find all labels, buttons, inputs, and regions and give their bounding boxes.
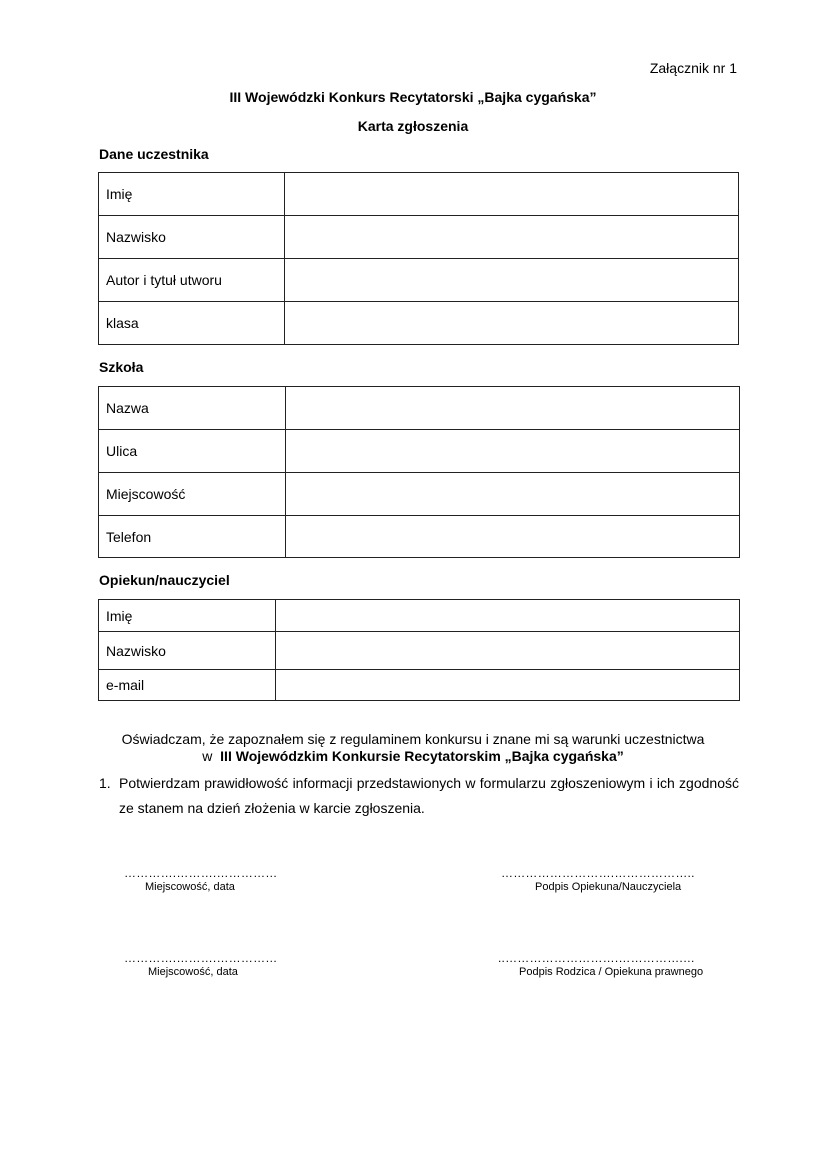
school-city-field[interactable]	[286, 473, 740, 516]
declaration	[0, 731, 826, 765]
confirmation-item	[99, 771, 739, 821]
place-date-line[interactable]: ………….……….……………	[124, 951, 278, 965]
field-label: klasa	[99, 302, 285, 345]
field-label: Autor i tytuł utworu	[99, 259, 285, 302]
declaration-line1: Oświadczam, że zapoznałem się z regulaminem konkursu i znane mi są warunki uczestnictwa	[121, 731, 705, 747]
participant-table	[98, 172, 739, 345]
table-row	[99, 600, 740, 632]
participant-first-name-field[interactable]	[285, 173, 739, 216]
annex-label: Załącznik nr 1	[649, 60, 737, 76]
school-heading: Szkoła	[99, 359, 144, 375]
place-date-caption: Miejscowość, data	[148, 966, 238, 978]
table-row	[99, 259, 739, 302]
school-phone-field[interactable]	[286, 516, 740, 558]
teacher-signature-line[interactable]: ……………………….………………..	[501, 866, 695, 880]
field-label: Telefon	[99, 516, 286, 558]
table-row	[99, 173, 739, 216]
table-row	[99, 632, 740, 670]
participant-heading: Dane uczestnika	[99, 146, 209, 162]
participant-last-name-field[interactable]	[285, 216, 739, 259]
field-label: Imię	[99, 173, 285, 216]
table-row	[99, 473, 740, 516]
field-label: Imię	[99, 600, 276, 632]
teacher-last-name-field[interactable]	[276, 632, 740, 670]
declaration-contest-name: III Wojewódzkim Konkursie Recytatorskim „Bajka cygańska”	[220, 748, 624, 764]
item-number: 1.	[99, 775, 111, 791]
table-row	[99, 430, 740, 473]
participant-class-field[interactable]	[285, 302, 739, 345]
field-label: e-mail	[99, 670, 276, 701]
school-name-field[interactable]	[286, 387, 740, 430]
teacher-table	[98, 599, 740, 701]
field-label: Nazwisko	[99, 632, 276, 670]
teacher-email-field[interactable]	[276, 670, 740, 701]
field-label: Ulica	[99, 430, 286, 473]
document-subtitle: Karta zgłoszenia	[357, 118, 469, 134]
teacher-first-name-field[interactable]	[276, 600, 740, 632]
document-title: III Wojewódzki Konkurs Recytatorski „Bajka cygańska”	[229, 89, 597, 105]
field-label: Nazwisko	[99, 216, 285, 259]
parent-signature-caption: Podpis Rodzica / Opiekuna prawnego	[519, 966, 704, 978]
declaration-prefix: w	[202, 748, 213, 764]
item-text: Potwierdzam prawidłowość informacji przedstawionych w formularzu zgłoszeniowym i ich zgodność ze stanem na dzień złożenia w karcie zgłoszenia.	[119, 775, 739, 816]
school-table	[98, 386, 740, 558]
field-label: Nazwa	[99, 387, 286, 430]
field-label: Miejscowość	[99, 473, 286, 516]
teacher-heading: Opiekun/nauczyciel	[99, 572, 230, 588]
school-street-field[interactable]	[286, 430, 740, 473]
place-date-line[interactable]: ………….……….……………	[124, 866, 278, 880]
declaration-line2	[0, 748, 826, 765]
table-row	[99, 516, 740, 558]
table-row	[99, 216, 739, 259]
table-row	[99, 387, 740, 430]
teacher-signature-caption: Podpis Opiekuna/Nauczyciela	[535, 881, 682, 893]
place-date-caption: Miejscowość, data	[145, 881, 235, 893]
table-row	[99, 670, 740, 701]
table-row	[99, 302, 739, 345]
participant-work-field[interactable]	[285, 259, 739, 302]
parent-signature-line[interactable]: ..……………………….…………….…	[498, 951, 696, 965]
